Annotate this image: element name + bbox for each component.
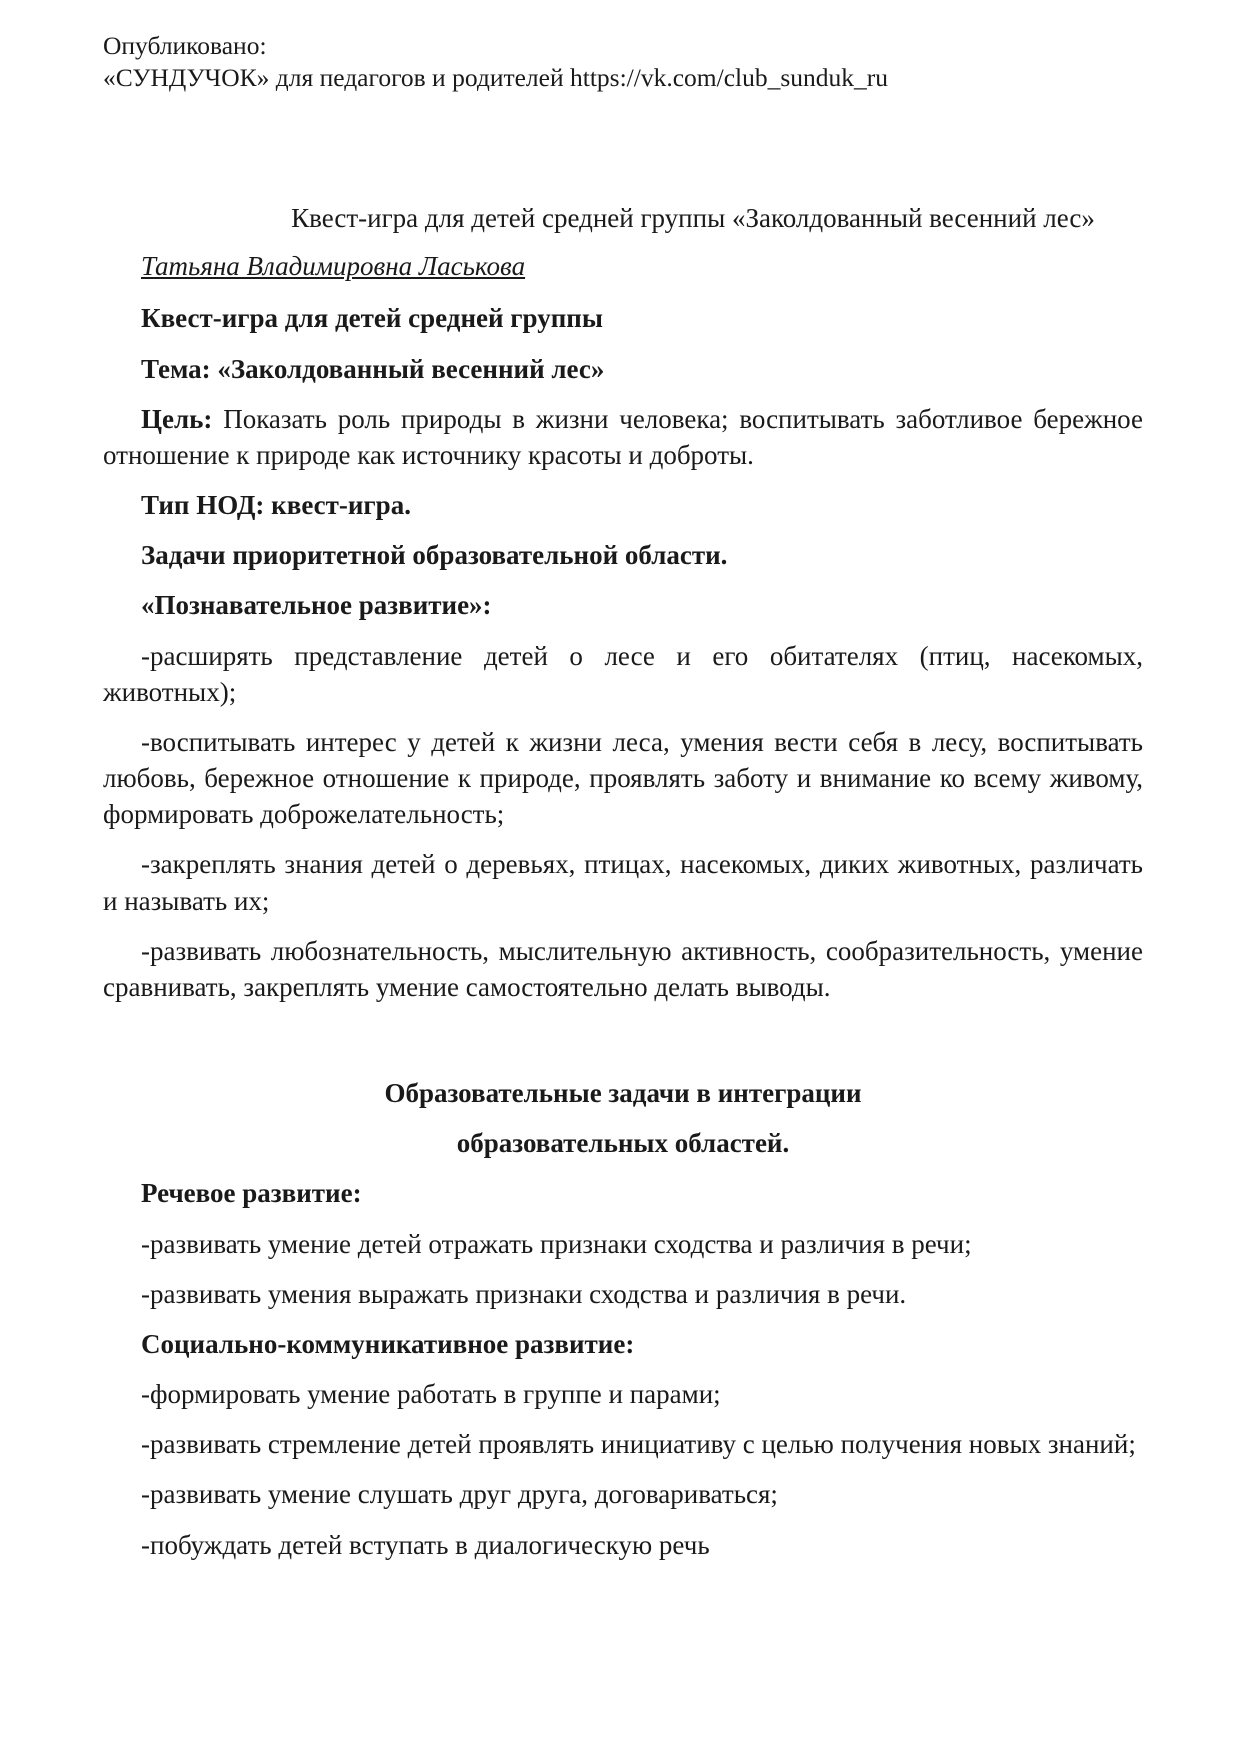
heading-theme: Тема: «Заколдованный весенний лес» <box>141 353 605 384</box>
heading-quest: Квест-игра для детей средней группы <box>141 303 603 334</box>
heading-integration-1: Образовательные задачи в интеграции <box>384 1078 862 1109</box>
list-item: -развивать умение слушать друг друга, договариваться; <box>141 1479 778 1510</box>
heading-social: Социально-коммуникативное развитие: <box>141 1328 635 1359</box>
list-item: -воспитывать интерес у детей к жизни леса, умения вести себя в лесу, воспитывать любовь, бережное отношение к природе, проявлять заботу и внимание ко всему живому, формировать доброжелательность; <box>103 726 1143 830</box>
section-spacer <box>103 1019 1143 1075</box>
heading-speech: Речевое развитие: <box>141 1178 362 1209</box>
document-title: Квест-игра для детей средней группы «Заколдованный весенний лес» <box>291 203 1095 233</box>
list-item: -развивать стремление детей проявлять инициативу с целью получения новых знаний; <box>141 1429 1136 1460</box>
published-label: Опубликовано: <box>103 31 267 60</box>
published-source: «СУНДУЧОК» для педагогов и родителей https://vk.com/club_sunduk_ru <box>103 62 889 92</box>
heading-integration-2: образовательных областей. <box>456 1128 790 1159</box>
goal-label: Цель: <box>141 403 213 434</box>
list-item: -побуждать детей вступать в диалогическую речь <box>141 1529 710 1560</box>
author-name: Татьяна Владимировна Ласькова <box>141 251 526 282</box>
list-item: -развивать умение детей отражать признаки сходства и различия в речи; <box>141 1228 972 1259</box>
goal-paragraph <box>103 401 1143 473</box>
list-item: -закреплять знания детей о деревьях, птицах, насекомых, диких животных, различать и называть их; <box>103 849 1143 916</box>
heading-type: Тип НОД: квест-игра. <box>141 490 411 521</box>
goal-text: Показать роль природы в жизни человека; воспитывать заботливое бережное отношение к природе как источнику красоты и доброты. <box>103 403 1143 470</box>
list-item: -расширять представление детей о лесе и его обитателях (птиц, насекомых, животных); <box>103 640 1143 707</box>
publication-note <box>103 30 888 94</box>
list-item: -развивать умения выражать признаки сходства и различия в речи. <box>141 1278 907 1309</box>
list-item: -формировать умение работать в группе и парами; <box>141 1379 721 1410</box>
heading-cognitive: «Познавательное развитие»: <box>141 590 492 621</box>
heading-tasks: Задачи приоритетной образовательной области. <box>141 540 728 571</box>
list-item: -развивать любознательность, мыслительную активность, сообразительность, умение сравнивать, закреплять умение самостоятельно делать выводы. <box>103 935 1143 1002</box>
document-body <box>103 200 1143 1577</box>
